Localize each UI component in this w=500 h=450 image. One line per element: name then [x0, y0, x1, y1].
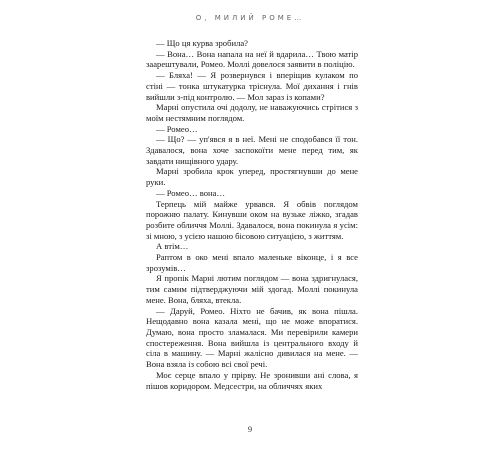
paragraph: Марні опустила очі додолу, не наважуючись стрітися з моїм нестямним поглядом.	[146, 102, 358, 123]
paragraph: — Ромео… вона…	[156, 187, 226, 198]
paragraph: Раптом в око мені впало маленьке віконце, і я все зрозумів…	[146, 252, 358, 273]
running-header: О, МИЛИЙ РОМЕ…	[195, 14, 305, 22]
paragraph: Моє серце впало у прірву. Не зронивши ані слова, я пішов коридором. Медсестри, на обличчях яких	[146, 369, 358, 391]
paragraph: — Вона… Вона напала на неї й вдарила… Твою матір заарештували, Ромео. Моллі довелося заявити в поліцію.	[146, 48, 358, 70]
paragraph: Марні зробила крок уперед, простягнувши до мене руки.	[146, 166, 358, 188]
paragraph: — Даруй, Ромео. Ніхто не бачив, як вона пішла. Нещодавно вона казала мені, що не може впоратися. Думаю, вона просто зламалася. Ми перевірили камери спостереження. Вона вийшла із центрального входу й сіла в машину. — Марні жалісно дивилася на мене. — Вона взяла із собою всі свої речі.	[146, 305, 358, 370]
paragraph: Терпець мій майже урвався. Я обвів поглядом порожню палату. Кинувши оком на вузьке ліжко, згадав розбите обличчя Моллі. Здавалося, вона покинула я усім: зі мною, з усією нашою бісовою ситуацією, з життям.	[146, 198, 358, 241]
body-text	[146, 38, 358, 391]
paragraph: — Що ця курва зробила?	[156, 38, 248, 48]
paragraph: — Ромео…	[156, 123, 198, 134]
paragraph: Я пропік Марні лютим поглядом — вона здригнулася, тим самим підтверджуючи мій здогад. Моллі покинула мене. Вона, бляха, втекла.	[146, 273, 358, 305]
page-number: 9	[247, 424, 253, 434]
paragraph: А втім…	[156, 241, 189, 252]
paragraph: — Бляха! — Я розвернувся і вперіщив кулаком по стіні — тонка штукатурка тріснула. Мої дихання і гнів вийшли з-під контролю. — Мол зараз із копами?	[146, 70, 358, 102]
paragraph: — Що? — уп'явся я в неї. Мені не сподобався її тон. Здавалося, вона хоче заспокоїти мене перед тим, як завдати нищівного удару.	[146, 134, 358, 166]
